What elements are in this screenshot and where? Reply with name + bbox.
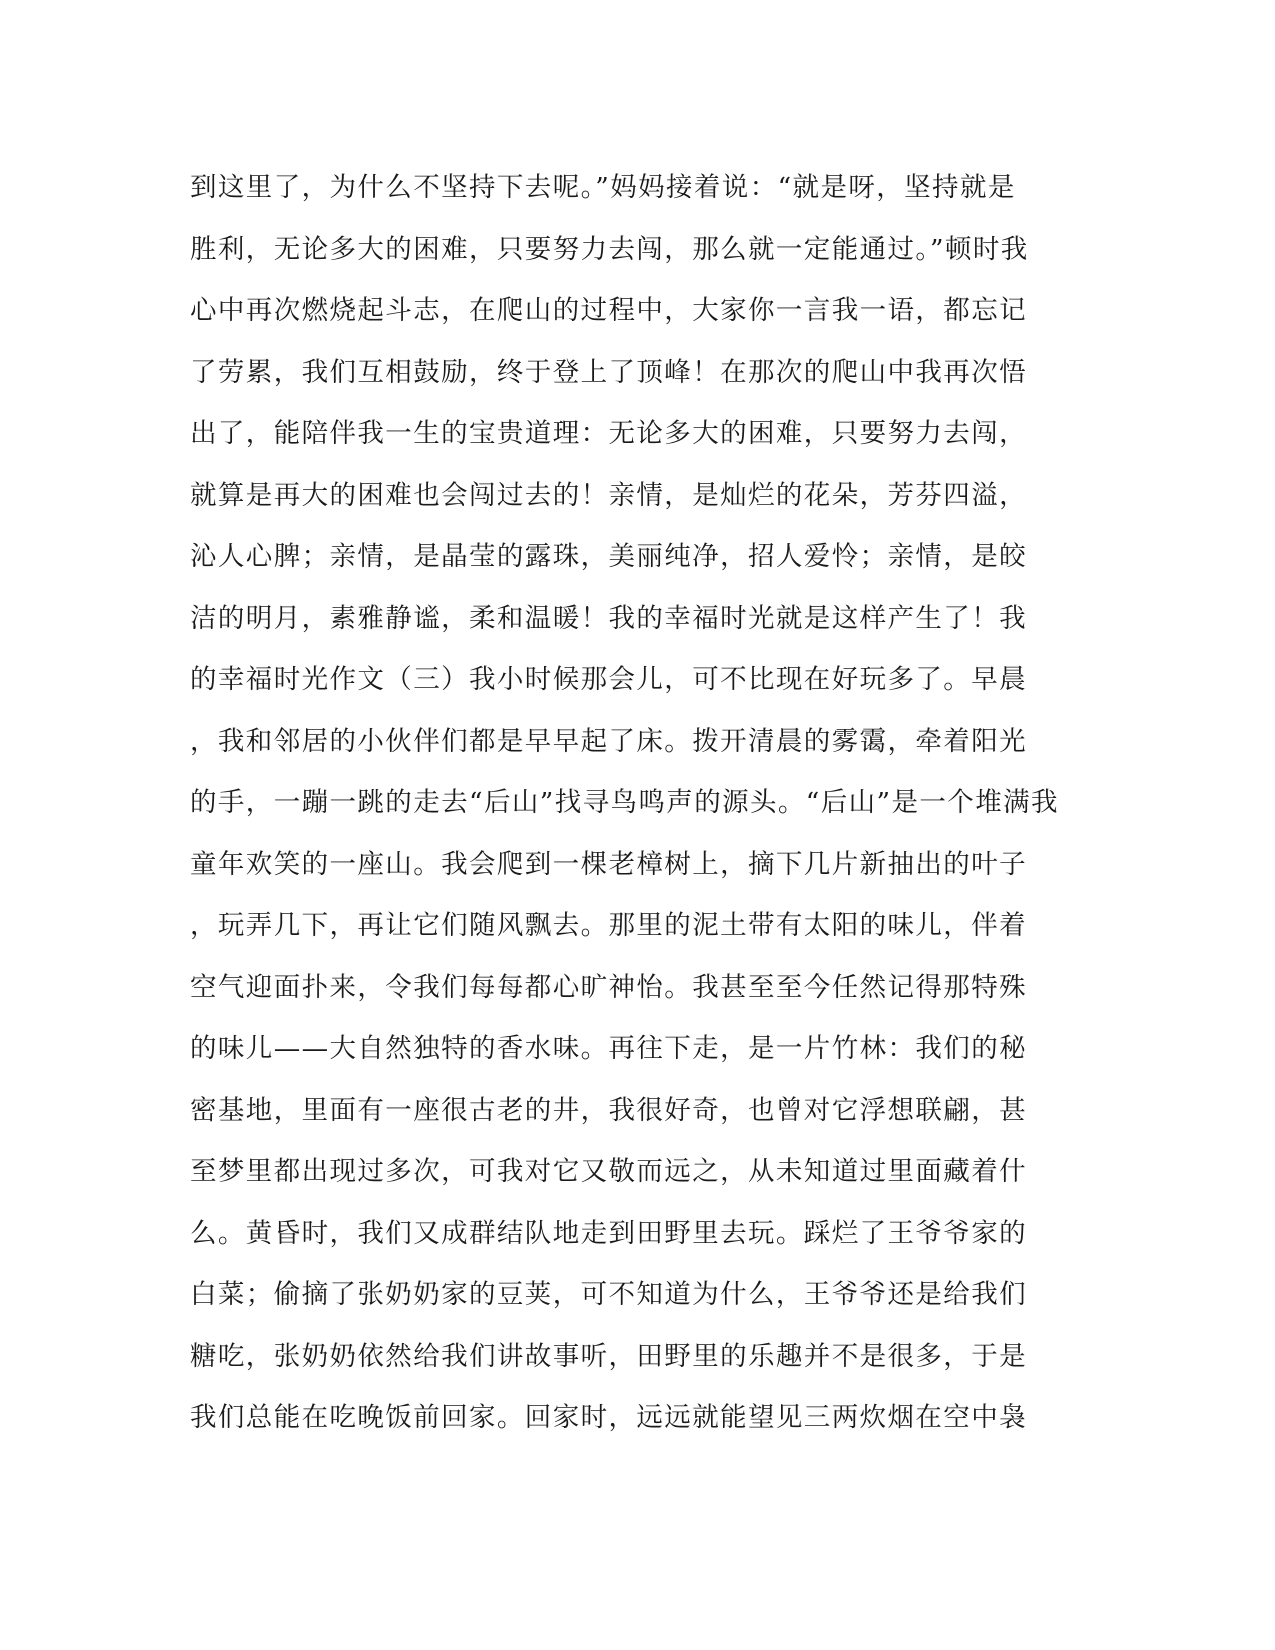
- text-line: 的味儿——大自然独特的香水味。再往下走，是一片竹林：我们的秘: [190, 1033, 1027, 1064]
- text-line: 洁的明月，素雅静谧，柔和温暖！我的幸福时光就是这样产生了！我: [190, 602, 1027, 634]
- text-line: 空气迎面扑来，令我们每每都心旷神怡。我甚至至今任然记得那特殊: [190, 971, 1027, 1003]
- text-line: 我们总能在吃晚饭前回家。回家时，远远就能望见三两炊烟在空中袅: [190, 1402, 1027, 1433]
- text-line: 了劳累，我们互相鼓励，终于登上了顶峰！在那次的爬山中我再次悟: [190, 356, 1027, 388]
- text-line: 出了，能陪伴我一生的宝贵道理：无论多大的困难，只要努力去闯，: [190, 418, 1027, 449]
- text-line: 就算是再大的困难也会闯过去的！亲情，是灿烂的花朵，芳芬四溢，: [190, 479, 1027, 511]
- body-text: [190, 168, 1090, 1460]
- text-line: ，玩弄几下，再让它们随风飘去。那里的泥土带有太阳的味儿，伴着: [190, 910, 1027, 941]
- text-line: 糖吃，张奶奶依然给我们讲故事听，田野里的乐趣并不是很多，于是: [190, 1340, 1027, 1372]
- text-line: 的手，一蹦一跳的走去“后山”找寻鸟鸣声的源头。“后山”是一个堆满我: [190, 787, 1059, 818]
- text-line: 么。黄昏时，我们又成群结队地走到田野里去玩。踩烂了王爷爷家的: [190, 1217, 1027, 1249]
- text-line: 白菜；偷摘了张奶奶家的豆荚，可不知道为什么，王爷爷还是给我们: [190, 1279, 1027, 1310]
- text-line: 胜利，无论多大的困难，只要努力去闯，那么就一定能通过。”顿时我: [190, 233, 1029, 265]
- text-line: 到这里了，为什么不坚持下去呢。”妈妈接着说：“就是呀，坚持就是: [190, 172, 1016, 203]
- text-line: 沁人心脾；亲情，是晶莹的露珠，美丽纯净，招人爱怜；亲情，是皎: [190, 541, 1027, 572]
- text-line: 至梦里都出现过多次，可我对它又敬而远之，从未知道过里面藏着什: [190, 1156, 1027, 1187]
- text-line: 的幸福时光作文（三）我小时候那会儿，可不比现在好玩多了。早晨: [190, 664, 1027, 695]
- text-line: 密基地，里面有一座很古老的井，我很好奇，也曾对它浮想联翩，甚: [190, 1094, 1027, 1126]
- text-line: 心中再次燃烧起斗志，在爬山的过程中，大家你一言我一语，都忘记: [190, 295, 1027, 326]
- text-line: ，我和邻居的小伙伴们都是早早起了床。拨开清晨的雾霭，牵着阳光: [190, 725, 1027, 757]
- text-line: 童年欢笑的一座山。我会爬到一棵老樟树上，摘下几片新抽出的叶子: [190, 848, 1027, 880]
